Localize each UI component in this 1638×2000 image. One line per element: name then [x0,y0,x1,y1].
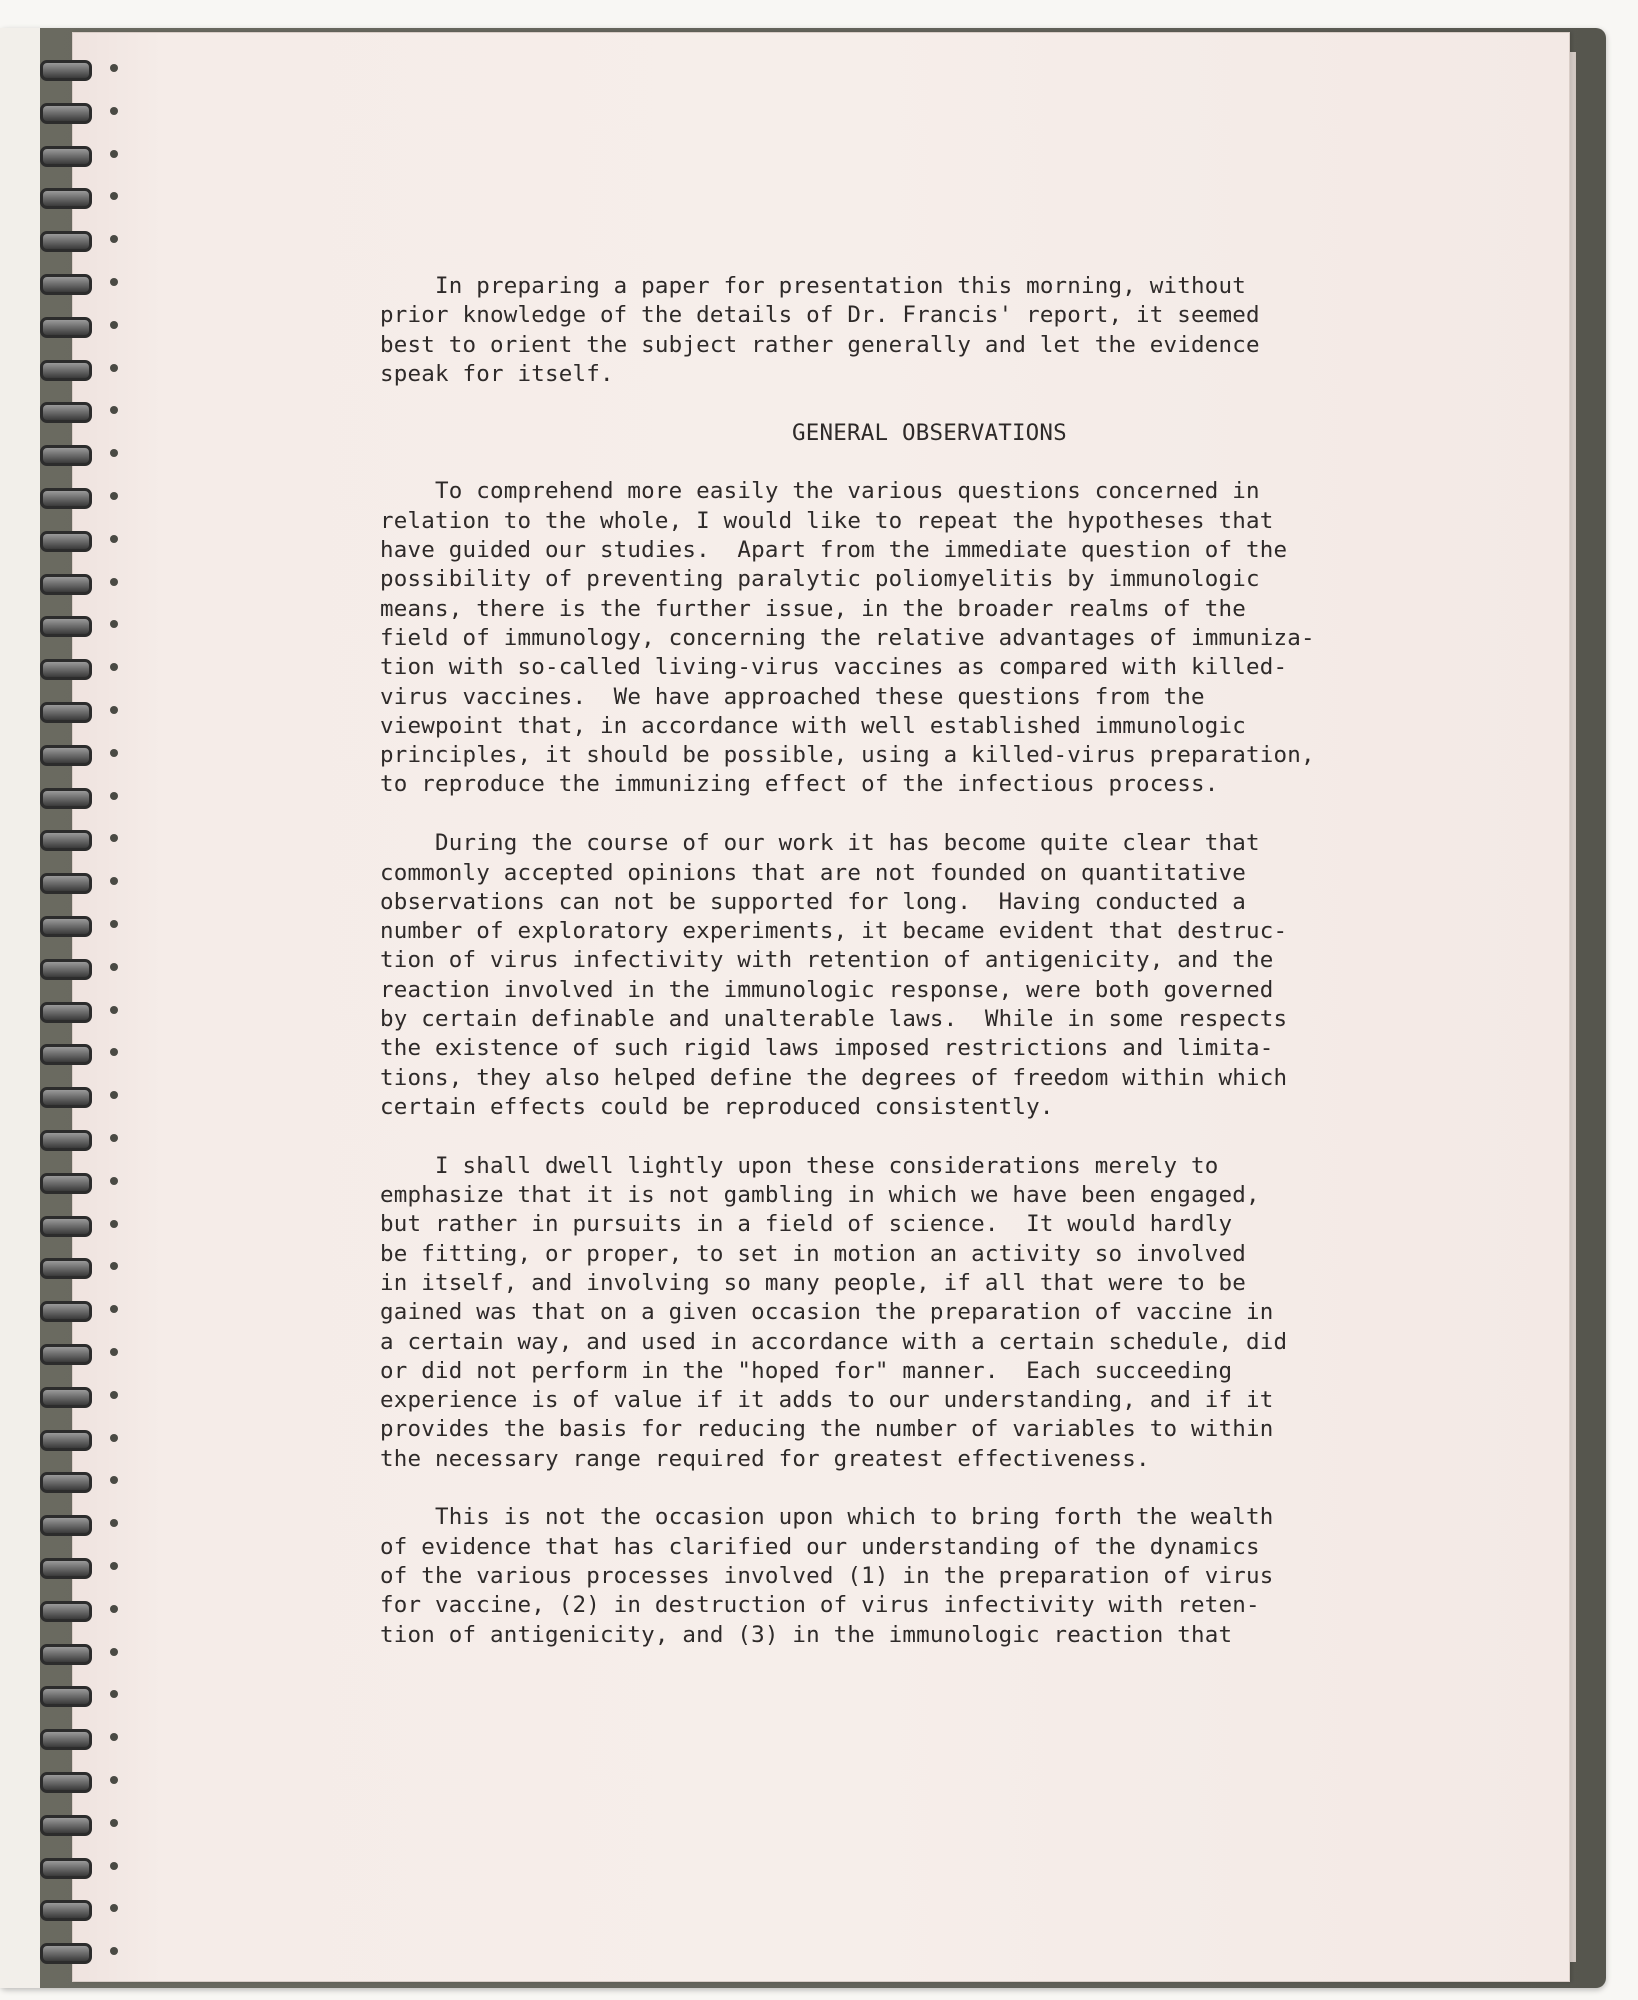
coil-loop [40,1858,92,1879]
spiral-coil [30,1644,88,1662]
punch-hole [110,1220,118,1228]
paragraph-hypotheses [380,477,1420,799]
spiral-coil [30,1430,88,1448]
coil-loop [40,103,92,124]
spiral-coil [30,445,88,463]
spiral-coil [30,873,88,891]
spiral-coil [30,659,88,677]
text-line: observations can not be supported for long. Having conducted a [380,888,1247,915]
text-line: relation to the whole, I would like to repeat the hypotheses that [380,507,1274,534]
punch-hole [110,1434,118,1442]
spiral-coil [30,959,88,977]
text-line: a certain way, and used in accordance with a certain schedule, did [380,1328,1288,1355]
paragraph-intro [380,272,1420,389]
coil-loop [40,1729,92,1750]
coil-loop [40,1216,92,1237]
spiral-coil [30,188,88,206]
spiral-coil [30,60,88,78]
coil-loop [40,745,92,766]
punch-hole [110,1262,118,1270]
punch-hole [110,406,118,414]
punch-hole [110,192,118,200]
paragraph-considerations [380,1152,1420,1474]
text-line: gained was that on a given occasion the preparation of vaccine in [380,1299,1274,1326]
spiral-coil [30,1943,88,1961]
coil-loop [40,1558,92,1579]
typed-text-body [380,272,1420,1650]
text-line: tions, they also helped define the degrees of freedom within which [380,1064,1288,1091]
spiral-coil [30,916,88,934]
spiral-coil [30,1301,88,1319]
punch-hole [110,150,118,158]
punch-hole [110,1648,118,1656]
spiral-coil [30,360,88,378]
coil-loop [40,1087,92,1108]
punch-hole [110,1391,118,1399]
coil-loop [40,274,92,295]
text-line: reaction involved in the immunologic response, were both governed [380,976,1274,1003]
coil-loop [40,1772,92,1793]
text-line: but rather in pursuits in a field of science. It would hardly [380,1211,1233,1238]
punch-hole [110,1819,118,1827]
text-line: field of immunology, concerning the relative advantages of immuniza- [380,624,1315,651]
spiral-coil [30,1216,88,1234]
text-line: commonly accepted opinions that are not founded on quantitative [380,859,1247,886]
text-line: provides the basis for reducing the number of variables to within [380,1416,1274,1443]
coil-loop [40,531,92,552]
text-line: In preparing a paper for presentation this morning, without [380,273,1247,299]
coil-loop [40,360,92,381]
coil-loop [40,60,92,81]
punch-hole [110,235,118,243]
coil-loop [40,574,92,595]
coil-loop [40,1515,92,1536]
coil-loop [40,488,92,509]
coil-loop [40,1472,92,1493]
spiral-coil [30,616,88,634]
spiral-coil [30,1173,88,1191]
spiral-coil [30,1044,88,1062]
text-line: speak for itself. [380,360,614,387]
punch-hole [110,1862,118,1870]
punch-hole [110,1348,118,1356]
punch-hole [110,364,118,372]
spiral-coil [30,745,88,763]
text-line: During the course of our work it has become quite clear that [380,830,1260,857]
coil-loop [40,959,92,980]
text-line: the existence of such rigid laws imposed restrictions and limita- [380,1035,1274,1062]
coil-loop [40,1601,92,1622]
punch-hole [110,1305,118,1313]
punch-hole [110,663,118,671]
coil-loop [40,1815,92,1836]
spiral-coil [30,1772,88,1790]
section-heading: GENERAL OBSERVATIONS [792,419,1067,446]
punch-hole [110,620,118,628]
punch-hole [110,1562,118,1570]
punch-hole [110,792,118,800]
text-line: principles, it should be possible, using a killed-virus preparation, [380,742,1315,769]
text-line: virus vaccines. We have approached these questions from the [380,683,1205,710]
coil-loop [40,1044,92,1065]
punch-hole [110,578,118,586]
coil-loop [40,1943,92,1964]
spiral-coil [30,1815,88,1833]
punch-hole [110,1006,118,1014]
spiral-coil [30,531,88,549]
punch-hole [110,278,118,286]
text-line: means, there is the further issue, in the broader realms of the [380,595,1247,622]
coil-loop [40,788,92,809]
spiral-coil [30,146,88,164]
coil-loop [40,702,92,723]
text-line: certain effects could be reproduced consistently. [380,1093,1054,1120]
punch-hole [110,1476,118,1484]
text-line: tion with so-called living-virus vaccines as compared with killed- [380,654,1288,681]
coil-loop [40,616,92,637]
coil-loop [40,1387,92,1408]
spiral-coil [30,1686,88,1704]
punch-hole [110,877,118,885]
text-line: in itself, and involving so many people, if all that were to be [380,1269,1247,1296]
coil-loop [40,445,92,466]
text-line: viewpoint that, in accordance with well established immunologic [380,712,1247,739]
punch-hole [110,1690,118,1698]
spiral-coil [30,1387,88,1405]
punch-hole [110,1048,118,1056]
punch-hole [110,1134,118,1142]
text-line: prior knowledge of the details of Dr. Francis' report, it seemed [380,302,1260,329]
text-line: This is not the occasion upon which to bring forth the wealth [380,1504,1274,1531]
punch-hole [110,706,118,714]
punch-hole [110,492,118,500]
coil-loop [40,231,92,252]
text-line: to reproduce the immunizing effect of the infectious process. [380,771,1219,798]
punch-hole [110,1904,118,1912]
text-line: number of exploratory experiments, it became evident that destruc- [380,918,1288,945]
text-line: by certain definable and unalterable laws. While in some respects [380,1006,1288,1033]
spiral-coil [30,1472,88,1490]
coil-loop [40,873,92,894]
text-line: tion of antigenicity, and (3) in the immunologic reaction that [380,1621,1233,1648]
spiral-coil [30,317,88,335]
coil-loop [40,1900,92,1921]
text-line: experience is of value if it adds to our understanding, and if it [380,1387,1274,1414]
coil-loop [40,1301,92,1322]
text-line: or did not perform in the "hoped for" manner. Each succeeding [380,1357,1233,1384]
text-line: possibility of preventing paralytic poliomyelitis by immunologic [380,566,1260,593]
punch-hole [110,920,118,928]
spiral-coil [30,1258,88,1276]
punch-hole [110,449,118,457]
text-line: best to orient the subject rather generally and let the evidence [380,331,1260,358]
spiral-coil [30,1558,88,1576]
spiral-coil [30,788,88,806]
punch-hole [110,107,118,115]
coil-loop [40,146,92,167]
text-line: the necessary range required for greatest effectiveness. [380,1445,1150,1472]
coil-loop [40,188,92,209]
punch-hole [110,1605,118,1613]
text-line: emphasize that it is not gambling in which we have been engaged, [380,1182,1260,1209]
coil-loop [40,1258,92,1279]
coil-loop [40,1686,92,1707]
spiral-coil [30,488,88,506]
spiral-coil [30,402,88,420]
coil-loop [40,1130,92,1151]
punch-hole [110,1091,118,1099]
text-line: for vaccine, (2) in destruction of virus infectivity with reten- [380,1592,1260,1619]
text-line: tion of virus infectivity with retention of antigenicity, and the [380,947,1274,974]
spiral-coil [30,1515,88,1533]
punch-hole [110,749,118,757]
punch-hole [110,1733,118,1741]
coil-loop [40,1344,92,1365]
text-line: I shall dwell lightly upon these considerations merely to [380,1152,1219,1179]
punch-hole [110,1947,118,1955]
coil-loop [40,659,92,680]
paragraph-evidence [380,1503,1420,1649]
punch-hole [110,963,118,971]
spiral-coil [30,1130,88,1148]
paragraph-course-of-work [380,829,1420,1122]
spiral-coil [30,103,88,121]
spiral-coil [30,1087,88,1105]
spiral-coil [30,1344,88,1362]
spiral-coil [30,574,88,592]
coil-loop [40,1173,92,1194]
coil-loop [40,1430,92,1451]
coil-loop [40,1002,92,1023]
punch-hole [110,1776,118,1784]
coil-loop [40,317,92,338]
coil-loop [40,916,92,937]
text-line: have guided our studies. Apart from the immediate question of the [380,537,1288,564]
coil-loop [40,402,92,423]
spiral-coil [30,702,88,720]
text-line: be fitting, or proper, to set in motion an activity so involved [380,1240,1247,1267]
punch-hole [110,834,118,842]
punch-hole [110,321,118,329]
spiral-coil [30,1858,88,1876]
spiral-coil [30,1900,88,1918]
text-line: of the various processes involved (1) in the preparation of virus [380,1563,1274,1590]
punch-hole [110,1519,118,1527]
coil-loop [40,1644,92,1665]
coil-loop [40,830,92,851]
text-line: To comprehend more easily the various questions concerned in [380,478,1260,505]
spiral-coil [30,231,88,249]
punch-hole [110,1177,118,1185]
spiral-coil [30,1601,88,1619]
spiral-coil [30,1002,88,1020]
spiral-binding [30,60,120,1960]
text-line: of evidence that has clarified our understanding of the dynamics [380,1533,1260,1560]
punch-hole [110,64,118,72]
spiral-coil [30,274,88,292]
spiral-coil [30,830,88,848]
punch-hole [110,535,118,543]
spiral-coil [30,1729,88,1747]
